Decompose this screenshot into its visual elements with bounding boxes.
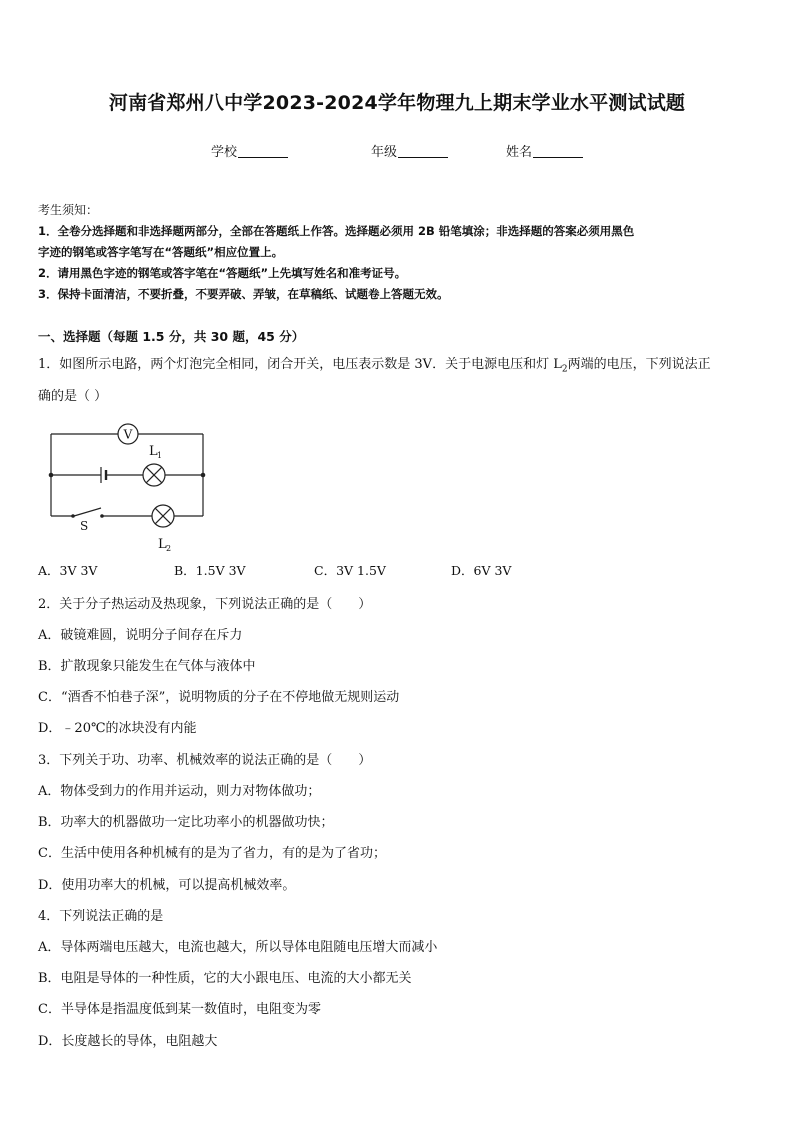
name-label: 姓名	[506, 145, 533, 160]
q1-stem-line2: 确的是（ ）	[38, 389, 108, 404]
q1-option-b[interactable]: B．1.5V 3V	[174, 563, 246, 578]
q2-option-d[interactable]: D．﹣20℃的冰块没有内能	[38, 721, 197, 736]
q1-option-c[interactable]: C．3V 1.5V	[314, 563, 386, 578]
q1-stem-line1: 1．如图所示电路，两个灯泡完全相同，闭合开关，电压表示数是 3V．关于电源电压和灯 $L_2$两端的电压，下列说法正	[38, 357, 711, 375]
q2-option-c[interactable]: C．“酒香不怕巷子深”，说明物质的分子在不停地做无规则运动	[38, 690, 400, 705]
junction-right-dot	[201, 473, 206, 478]
q4-option-c[interactable]: C．半导体是指温度低到某一数值时，电阻变为零	[38, 1002, 321, 1017]
name-blank[interactable]	[533, 145, 583, 158]
switch-contact-right	[100, 514, 104, 518]
lamp2-subscript: 2	[166, 544, 172, 553]
section-heading: 一、选择题（每题 1.5 分，共 30 题，45 分）	[38, 329, 305, 344]
q2-stem: 2．关于分子热运动及热现象，下列说法正确的是（ ）	[38, 597, 372, 612]
q2-option-b[interactable]: B．扩散现象只能发生在气体与液体中	[38, 659, 256, 674]
q2-option-a[interactable]: A．破镜难圆，说明分子间存在斥力	[38, 628, 243, 643]
lamp1-subscript: 1	[157, 451, 163, 460]
q3-option-a[interactable]: A．物体受到力的作用并运动，则力对物体做功；	[38, 784, 321, 799]
notice-item-1a: 1．全卷分选择题和非选择题两部分，全部在答题纸上作答。选择题必须用 2B 铅笔填涂；非选择题的答案必须用黑色	[38, 224, 635, 238]
q1-option-d[interactable]: D．6V 3V	[451, 563, 512, 578]
notice-block	[38, 200, 758, 305]
circuit-diagram	[40, 418, 220, 554]
grade-field[interactable]	[371, 141, 448, 160]
voltmeter-label: V	[123, 427, 133, 442]
name-field[interactable]	[506, 141, 583, 160]
q3-stem: 3．下列关于功、功率、机械效率的说法正确的是（ ）	[38, 753, 372, 768]
lamp1-label: L	[149, 444, 158, 459]
notice-heading: 考生须知：	[38, 203, 99, 217]
school-blank[interactable]	[238, 145, 288, 158]
q1-option-a[interactable]: A．3V 3V	[38, 563, 98, 578]
school-label: 学校	[211, 145, 238, 160]
notice-item-2: 2．请用黑色字迹的钢笔或答字笔在“答题纸”上先填写姓名和准考证号。	[38, 266, 407, 280]
switch-blade-icon	[74, 508, 101, 516]
q4-option-a[interactable]: A．导体两端电压越大，电流也越大，所以导体电阻随电压增大而减小	[38, 940, 438, 955]
notice-item-3: 3．保持卡面清洁，不要折叠，不要弄破、弄皱，在草稿纸、试题卷上答题无效。	[38, 287, 449, 301]
q3-option-b[interactable]: B．功率大的机器做功一定比功率小的机器做功快；	[38, 815, 334, 830]
lamp2-label: L	[158, 537, 167, 552]
q3-option-c[interactable]: C．生活中使用各种机械有的是为了省力，有的是为了省功；	[38, 846, 386, 861]
page-title: 河南省郑州八中学2023-2024学年物理九上期末学业水平测试试题	[108, 92, 686, 114]
school-field[interactable]	[211, 141, 288, 160]
q3-option-d[interactable]: D．使用功率大的机械，可以提高机械效率。	[38, 878, 296, 893]
switch-contact-left	[71, 514, 75, 518]
junction-left-dot	[49, 473, 54, 478]
grade-blank[interactable]	[398, 145, 448, 158]
grade-label: 年级	[371, 145, 398, 160]
notice-item-1b: 字迹的钢笔或答字笔写在“答题纸”相应位置上。	[38, 245, 284, 259]
q4-stem: 4．下列说法正确的是	[38, 909, 164, 924]
q4-option-d[interactable]: D．长度越长的导体，电阻越大	[38, 1034, 218, 1049]
switch-label: S	[80, 519, 89, 533]
q4-option-b[interactable]: B．电阻是导体的一种性质，它的大小跟电压、电流的大小都无关	[38, 971, 412, 986]
